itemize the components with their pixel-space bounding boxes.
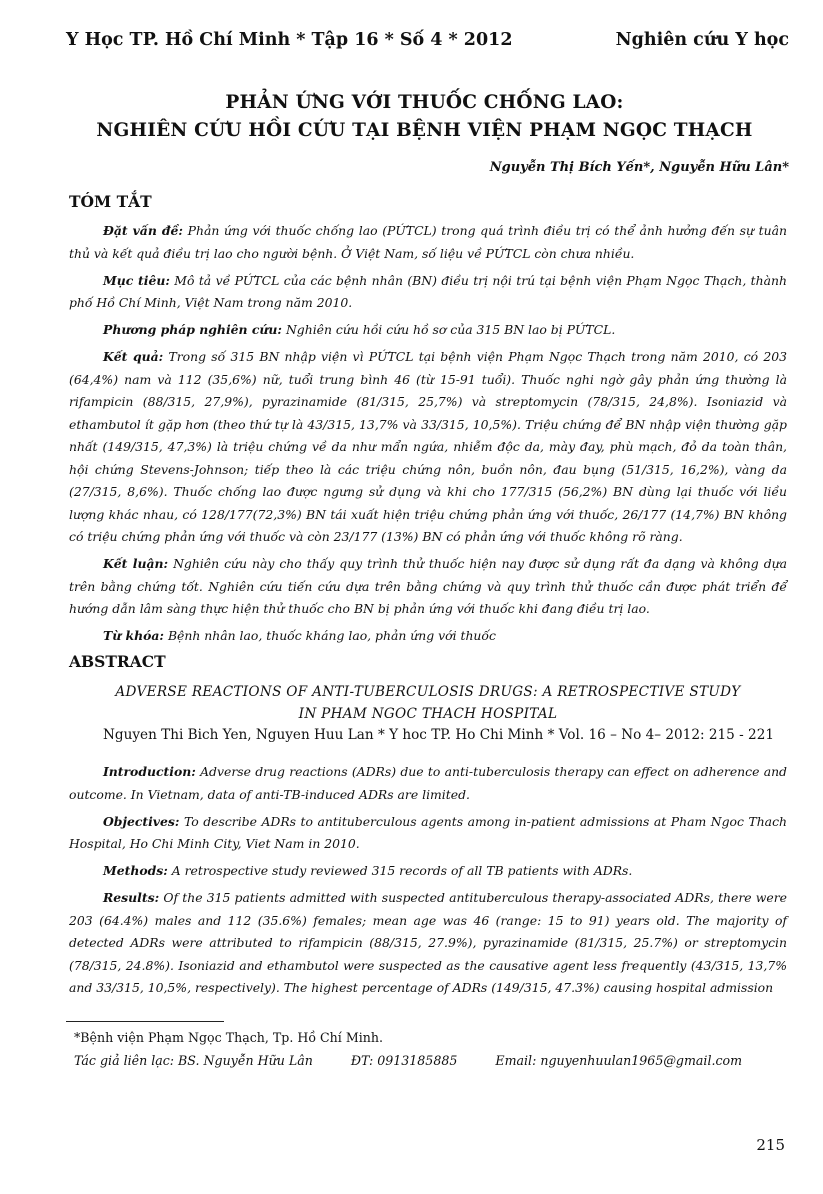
paper-title-line1: PHẢN ỨNG VỚI THUỐC CHỐNG LAO: <box>225 92 624 113</box>
running-header-journal: Y Học TP. Hồ Chí Minh * Tập 16 * Số 4 * 2012 <box>66 30 513 50</box>
en-paragraph-text: Of the 315 patients admitted with suspected antituberculous therapy-associated ADRs, there were 203 (64.4%) males and 112 (35.6%) females; mean age was 46 (range: 15 to 91) years old. The majority of detected ADRs were attributed to rifampicin (88/315, 27.9%), pyrazinamide (81/315, 25.7%) or streptomycin (78/315, 24.8%). Isoniazid and ethambutol were suspected as the causative agent less frequently (43/315, 13,7% and 33/315, 10,5%, respectively). The highest percentage of ADRs (149/315, 47.3%) causing hospital admission <box>69 890 787 995</box>
vi-paragraph <box>69 625 787 648</box>
en-abstract-heading: ABSTRACT <box>69 652 166 671</box>
vi-paragraph-text: Nghiên cứu này cho thấy quy trình thử thuốc hiện nay được sử dụng rất đa dạng và không dựa trên bằng chứng tốt. Nghiên cứu tiến cứu dựa trên bằng chứng và quy trình thử thuốc cần được phát triển để hướng dẫn lâm sàng thực hiện thử thuốc cho BN bị phản ứng với thuốc khi đang điều trị lao. <box>69 556 787 616</box>
running-header-section: Nghiên cứu Y học <box>615 30 789 50</box>
vi-paragraph <box>69 270 787 315</box>
vi-paragraph-text: Nghiên cứu hồi cứu hồ sơ của 315 BN lao bị PỨTCL. <box>282 322 616 337</box>
en-paragraph-label: Results: <box>103 890 160 905</box>
en-paragraph-label: Introduction: <box>103 764 196 779</box>
en-title <box>69 681 787 725</box>
en-paragraph <box>69 761 787 806</box>
vi-paragraph-label: Đặt vấn đề: <box>103 223 183 238</box>
vi-paragraph <box>69 319 787 342</box>
vi-paragraph-label: Từ khóa: <box>103 628 165 643</box>
footnote-affiliation: *Bệnh viện Phạm Ngọc Thạch, Tp. Hồ Chí Minh. <box>74 1030 383 1045</box>
footnote-divider <box>66 1021 224 1022</box>
citation: Nguyen Thi Bich Yen, Nguyen Huu Lan * Y hoc TP. Ho Chi Minh * Vol. 16 – No 4– 2012: 215 - 221 <box>103 727 775 743</box>
vi-paragraph-label: Phương pháp nghiên cứu: <box>103 322 282 337</box>
page-number: 215 <box>756 1136 785 1154</box>
en-paragraph-label: Methods: <box>103 863 168 878</box>
vi-paragraph-label: Kết quả: <box>103 349 164 364</box>
contact-name: Tác giả liên lạc: BS. Nguyễn Hữu Lân <box>74 1053 313 1068</box>
paper-title-line2: NGHIÊN CỨU HỒI CỨU TẠI BỆNH VIỆN PHẠM NGỌC THẠCH <box>96 120 753 141</box>
en-paragraph-text: To describe ADRs to antituberculous agents among in-patient admissions at Pham Ngoc Thach Hospital, Ho Chi Minh City, Viet Nam in 2010. <box>69 813 787 851</box>
en-paragraph <box>69 887 787 1000</box>
vi-paragraph <box>69 220 787 265</box>
en-paragraph-text: A retrospective study reviewed 315 records of all TB patients with ADRs. <box>167 863 633 878</box>
vi-paragraph <box>69 346 787 549</box>
vi-paragraph-text: Trong số 315 BN nhập viện vì PỨTCL tại bệnh viện Phạm Ngọc Thạch trong năm 2010, có 203 (64,4%) nam và 112 (35,6%) nữ, tuổi trung bình 46 (từ 15-91 tuổi). Thuốc nghi ngờ gây phản ứng thường là rifampicin (88/315, 27,9%), pyrazinamide (81/315, 25,7%) và streptomycin (78/315, 24,8%). Isoniazid và ethambutol ít gặp hơn (theo thứ tự là 43/315, 13,7% và 33/315, 10,5%). Triệu chứng để BN nhập viện thường gặp nhất (149/315, 47,3%) là triệu chứng về da như mẩn ngứa, nhiễm độc da, mày đay, phù mạch, đỏ da toàn thân, hội chứng Stevens-Johnson; tiếp theo là các triệu chứng nôn, buồn nôn, đau bụng (51/315, 16,2%), vàng da (27/315, 8,6%). Thuốc chống lao được ngưng sử dụng và khi cho 177/315 (56,2%) BN dùng lại thuốc với liều lượng khác nhau, có 128/177(72,3%) BN tái xuất hiện triệu chứng phản ứng với thuốc, 26/177 (14,7%) BN không có triệu chứng phản ứng với thuốc và còn 23/177 (13%) BN có phản ứng với thuốc không rõ ràng. <box>69 349 787 544</box>
footnote-contact <box>74 1053 776 1068</box>
contact-email: Email: nguyenhuulan1965@gmail.com <box>495 1053 743 1068</box>
en-paragraph <box>69 811 787 856</box>
en-title-line2: IN PHAM NGOC THACH HOSPITAL <box>298 706 558 722</box>
vi-paragraph-label: Kết luận: <box>103 556 169 571</box>
vi-abstract-body <box>69 220 787 652</box>
vi-paragraph-text: Bệnh nhân lao, thuốc kháng lao, phản ứng với thuốc <box>164 628 496 643</box>
en-paragraph-text: Adverse drug reactions (ADRs) due to anti-tuberculosis therapy can effect on adherence and outcome. In Vietnam, data of anti-TB-induced ADRs are limited. <box>69 764 787 802</box>
vi-paragraph-label: Mục tiêu: <box>103 272 170 288</box>
en-abstract-body <box>69 761 787 1004</box>
vi-paragraph-text: Phản ứng với thuốc chống lao (PỨTCL) trong quá trình điều trị có thể ảnh hưởng đến sự tuân thủ và kết quả điều trị lao cho người bệnh. Ở Việt Nam, số liệu về PỨTCL còn chưa nhiều. <box>69 223 787 261</box>
vi-abstract-heading: TÓM TẮT <box>69 192 152 211</box>
vi-paragraph-text: Mô tả về PỨTCL của các bệnh nhân (BN) điều trị nội trú tại bệnh viện Phạm Ngọc Thạch, thành phố Hồ Chí Minh, Việt Nam trong năm 2010. <box>69 272 787 310</box>
en-paragraph-label: Objectives: <box>103 813 180 829</box>
en-title-line1: ADVERSE REACTIONS OF ANTI-TUBERCULOSIS DRUGS: A RETROSPECTIVE STUDY <box>115 684 741 700</box>
en-paragraph <box>69 860 787 883</box>
author-list: Nguyễn Thị Bích Yến*, Nguyễn Hữu Lân* <box>489 160 789 175</box>
contact-phone: ĐT: 0913185885 <box>350 1053 458 1068</box>
vi-paragraph <box>69 553 787 621</box>
